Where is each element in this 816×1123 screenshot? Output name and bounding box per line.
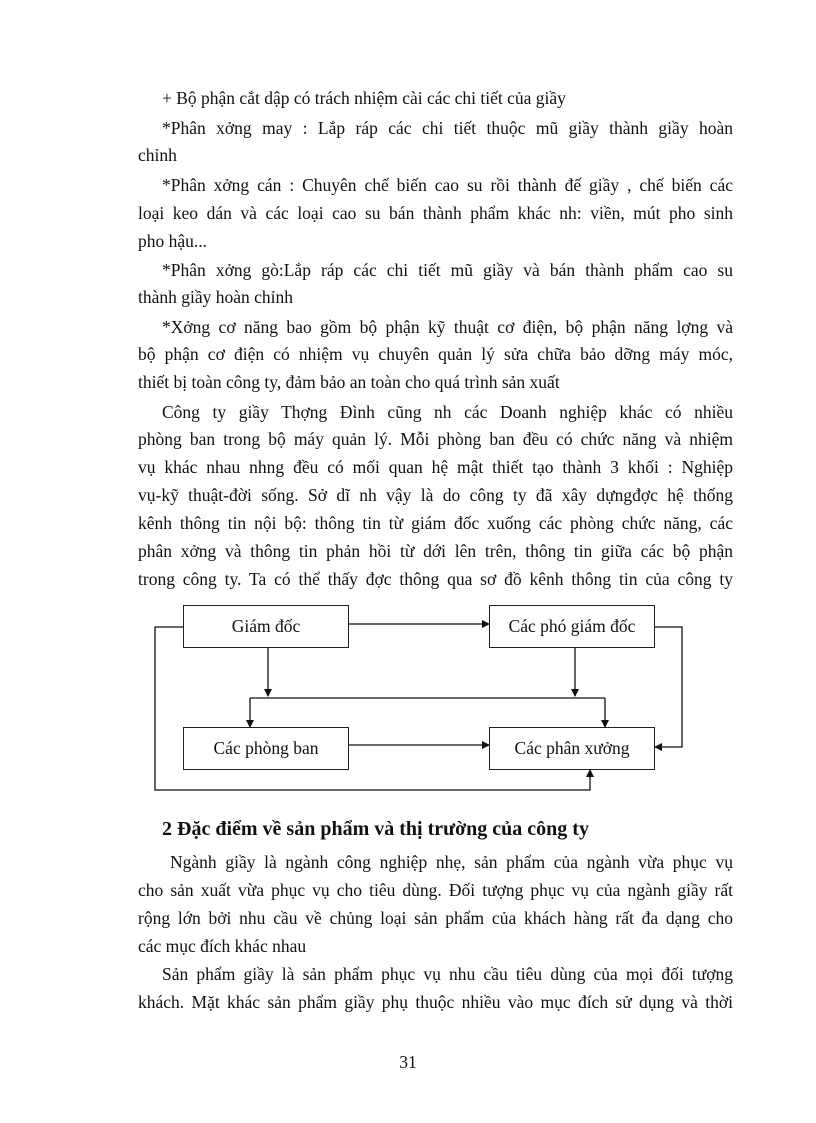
text-line: phân xởng và thông tin phản hồi từ dới lên trên, thông tin giữa các bộ phận bbox=[138, 541, 733, 561]
text-line: thành giầy hoàn chỉnh bbox=[138, 287, 294, 307]
box-cac-phan-xuong bbox=[489, 727, 655, 770]
section-heading: 2 Đặc điểm về sản phẩm và thị trường của công ty bbox=[162, 818, 589, 840]
text-line: *Phân xởng may : Lắp ráp các chi tiết thuộc mũ giầy thành giầy hoàn bbox=[162, 118, 733, 138]
arrow-right-loop bbox=[655, 627, 682, 747]
box-giam-doc-label: Giám đốc bbox=[231, 616, 301, 636]
box-cac-pho-giam-doc-label: Các phó giám đốc bbox=[508, 616, 636, 636]
box-cac-phan-xuong-label: Các phân xưởng bbox=[514, 738, 630, 758]
text-line: thiết bị toàn công ty, đảm bảo an toàn cho quá trình sản xuất bbox=[138, 372, 560, 392]
text-line: *Xởng cơ năng bao gồm bộ phận kỹ thuật cơ điện, bộ phận năng lợng và bbox=[162, 317, 733, 337]
text-line: bộ phận cơ điện có nhiệm vụ chuyên quản lý sửa chữa bảo dỡng máy móc, bbox=[138, 344, 733, 364]
text-line: trong công ty. Ta có thể thấy đợc thông qua sơ đồ kênh thông tin của công ty bbox=[138, 569, 733, 589]
text-line: vụ-kỹ thuật-đời sống. Sở dĩ nh vậy là do công ty đã xây dựngđợc hệ thống bbox=[138, 485, 733, 505]
text-line: phòng ban trong bộ máy quản lý. Mỗi phòng ban đều có chức năng và nhiệm bbox=[138, 429, 733, 449]
box-cac-pho-giam-doc bbox=[489, 605, 655, 648]
box-cac-phong-ban bbox=[183, 727, 349, 770]
text-line: loại keo dán và các loại cao su bán thành phẩm khác nh: viền, mút pho sinh bbox=[138, 203, 733, 223]
text-line: *Phân xởng gò:Lắp ráp các chi tiết mũ giầy và bán thành phẩm cao su bbox=[162, 260, 733, 280]
text-line: + Bộ phận cắt dập có trách nhiệm cài các chi tiết của giầy bbox=[162, 88, 566, 108]
text-line: Ngành giầy là ngành công nghiệp nhẹ, sản phẩm của ngành vừa phục vụ bbox=[170, 852, 733, 872]
page-number: 31 bbox=[399, 1052, 417, 1072]
text-line: vụ khác nhau nhng đều có mối quan hệ mật thiết tạo thành 3 khối : Nghiệp bbox=[138, 457, 733, 477]
box-cac-phong-ban-label: Các phòng ban bbox=[213, 738, 319, 758]
text-line: Sản phẩm giầy là sản phẩm phục vụ nhu cầu tiêu dùng của mọi đối tượng bbox=[162, 964, 733, 984]
text-line: *Phân xởng cán : Chuyên chế biến cao su rồi thành đế giầy , chế biến các bbox=[162, 175, 733, 195]
box-giam-doc bbox=[183, 605, 349, 648]
text-line: các mục đích khác nhau bbox=[138, 936, 307, 956]
text-line: kênh thông tin nội bộ: thông tin từ giám đốc xuống các phòng chức năng, các bbox=[138, 513, 733, 533]
text-line: cho sản xuất vừa phục vụ cho tiêu dùng. Đối tượng phục vụ của ngành giầy rất bbox=[138, 880, 733, 900]
text-line: chỉnh bbox=[138, 145, 177, 165]
text-line: rộng lớn bởi nhu cầu về chủng loại sản phẩm của khách hàng rất đa dạng cho bbox=[138, 908, 733, 928]
text-line: khách. Mặt khác sản phẩm giầy phụ thuộc nhiều vào mục đích sử dụng và thời bbox=[138, 992, 733, 1012]
text-line: Công ty giầy Thợng Đình cũng nh các Doanh nghiệp khác có nhiều bbox=[162, 402, 733, 422]
text-line: pho hậu... bbox=[138, 231, 208, 251]
